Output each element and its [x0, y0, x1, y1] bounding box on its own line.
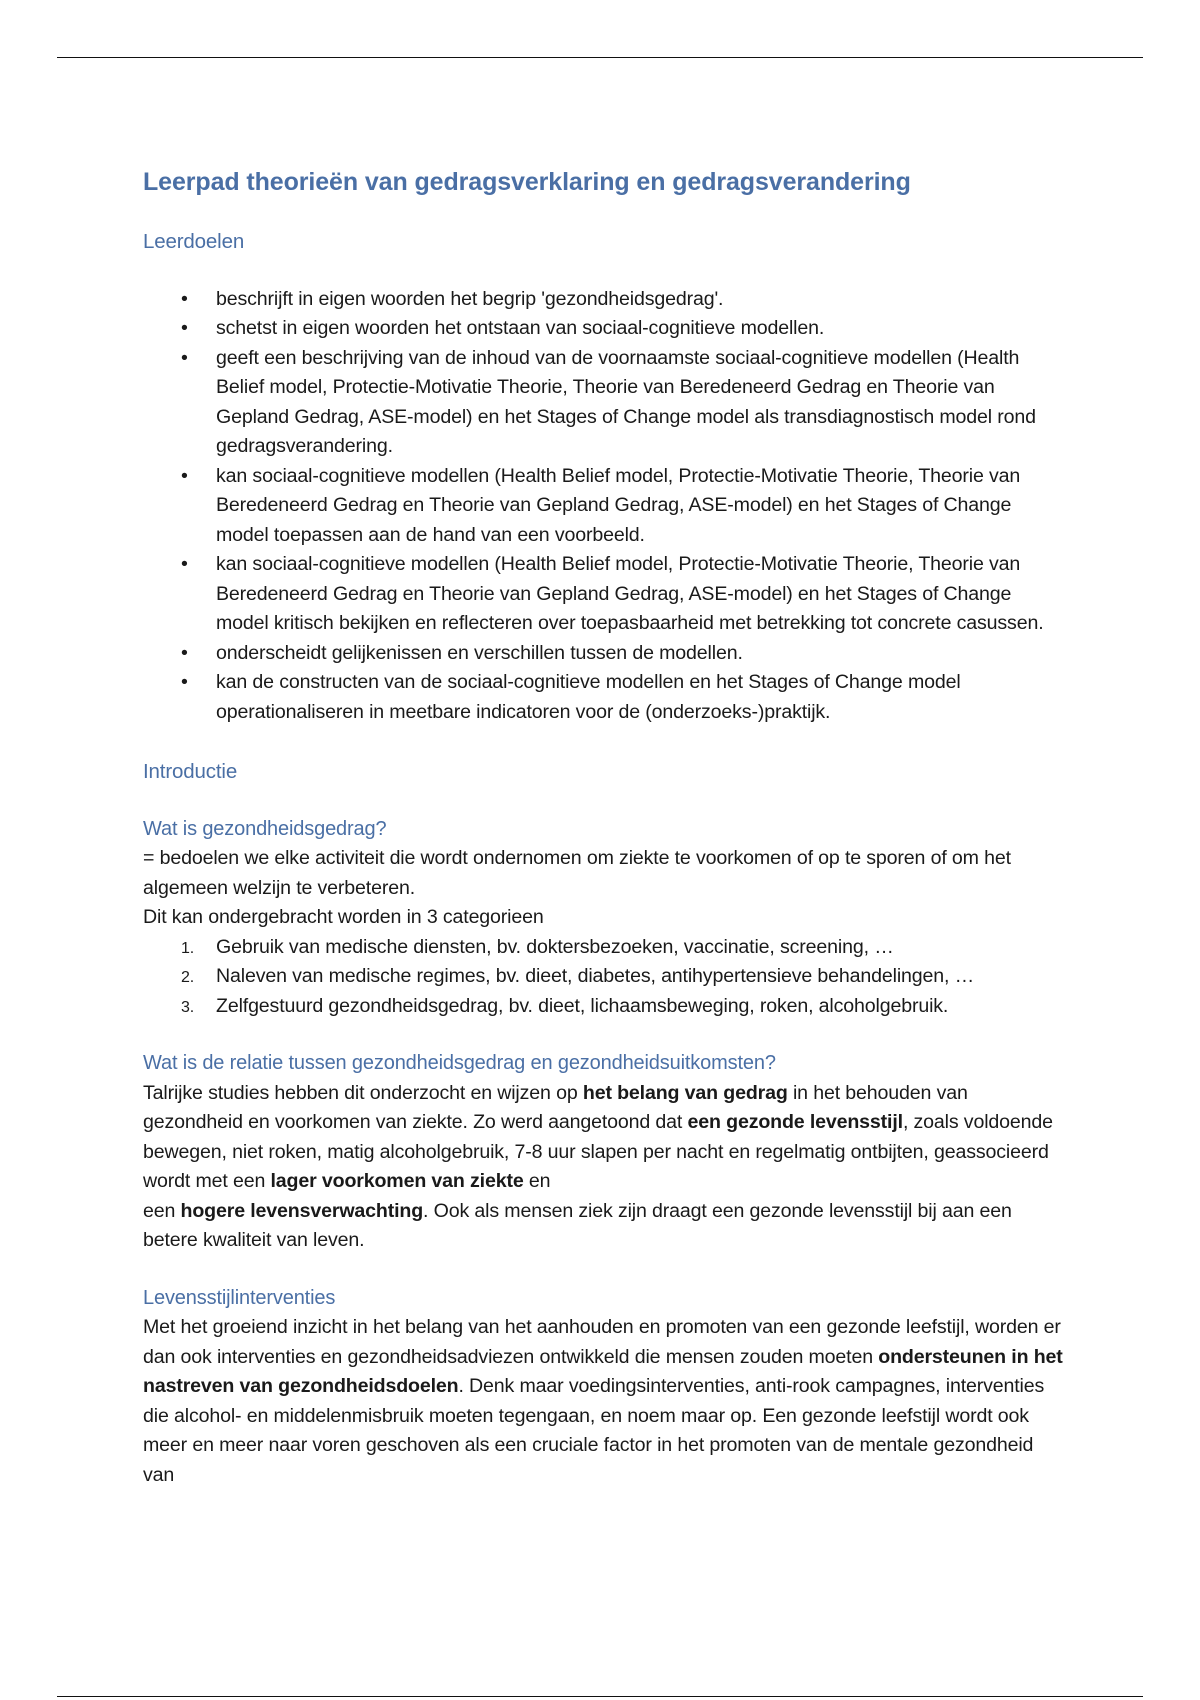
relatie-paragraph: Talrijke studies hebben dit onderzocht en wijzen op het belang van gedrag in het behouden van gezondheid en voorkomen van ziekte. Zo werd aangetoond dat een gezonde levensstijl, zoals voldoende bewegen, niet roken, matig alcoholgebruik, 7-8 uur slapen per nacht en regelmatig ontbijten, geassocieerd wordt met een lager voorkomen van ziekte en: [143, 1081, 1053, 1192]
document-title: Leerpad theorieën van gedragsverklaring en gedragsverandering: [143, 168, 911, 196]
list-item: • beschrijft in eigen woorden het begrip 'gezondheidsgedrag'.: [143, 285, 1063, 315]
list-item: 1. Gebruik van medische diensten, bv. doktersbezoeken, vaccinatie, screening, …: [143, 933, 1063, 963]
heading-levensstijlinterventies: Levensstijlinterventies: [143, 1286, 336, 1309]
bullet-icon: •: [181, 641, 188, 664]
heading-relatie: Wat is de relatie tussen gezondheidsgedrag en gezondheidsuitkomsten?: [143, 1052, 776, 1074]
leerdoelen-list: [143, 285, 1063, 728]
list-item: • schetst in eigen woorden het ontstaan van sociaal-cognitieve modellen.: [143, 314, 1063, 344]
list-item: • kan sociaal-cognitieve modellen (Health Belief model, Protectie-Motivatie Theorie, Theorie van Beredeneerd Gedrag en Theorie van Gepland Gedrag, ASE-model) en het Stages of Change model toepassen aan de hand van een voorbeeld.: [143, 462, 1063, 551]
header-rule: [57, 57, 1143, 58]
bullet-icon: •: [181, 464, 188, 487]
list-item: • kan sociaal-cognitieve modellen (Health Belief model, Protectie-Motivatie Theorie, Theorie van Beredeneerd Gedrag en Theorie van Gepland Gedrag, ASE-model) en het Stages of Change model kritisch bekijken en reflecteren over toepasbaarheid met betrekking tot concrete casussen.: [143, 550, 1063, 639]
bullet-icon: •: [181, 287, 188, 310]
list-item: • geeft een beschrijving van de inhoud van de voornaamste sociaal-cognitieve modellen (Health Belief model, Protectie-Motivatie Theorie, Theorie van Beredeneerd Gedrag en Theorie van Gepland Gedrag, ASE-model) en het Stages of Change model als transdiagnostisch model rond gedragsverandering.: [143, 344, 1063, 462]
list-item: 2. Naleven van medische regimes, bv. dieet, diabetes, antihypertensieve behandelingen, …: [143, 962, 1063, 992]
list-number: 1.: [181, 939, 195, 957]
categories-list: [143, 933, 1063, 1022]
levensstijl-paragraph: Met het groeiend inzicht in het belang van het aanhouden en promoten van een gezonde leefstijl, worden er dan ook interventies en gezondheidsadviezen ontwikkeld die mensen zouden moeten ondersteunen in het nastreven van gezondheidsdoelen. Denk maar voedingsinterventies, anti-rook campagnes, interventies die alcohol- en middelenmisbruik moeten tegengaan, en noem maar op. Een gezonde leefstijl wordt ook meer en meer naar voren geschoven als een cruciale factor in het promoten van de mentale gezondheid van: [143, 1316, 1063, 1486]
bullet-icon: •: [181, 317, 188, 339]
list-item: • onderscheidt gelijkenissen en verschillen tussen de modellen.: [143, 639, 1063, 669]
bullet-icon: •: [181, 346, 188, 369]
list-item: • kan de constructen van de sociaal-cognitieve modellen en het Stages of Change model operationaliseren in meetbare indicatoren voor de (onderzoeks-)praktijk.: [143, 668, 1063, 727]
footer-rule: [57, 1696, 1143, 1697]
list-number: 2.: [181, 969, 195, 986]
list-item: 3. Zelfgestuurd gezondheidsgedrag, bv. dieet, lichaamsbeweging, roken, alcoholgebruik.: [143, 992, 1063, 1022]
categories-intro: Dit kan ondergebracht worden in 3 categorieen: [143, 906, 544, 928]
heading-leerdoelen: Leerdoelen: [143, 230, 245, 253]
bullet-icon: •: [181, 553, 188, 575]
definition-text: = bedoelen we elke activiteit die wordt ondernomen om ziekte te voorkomen of op te sporen of om het algemeen welzijn te verbeteren.: [143, 847, 1011, 899]
heading-gezondheidsgedrag: Wat is gezondheidsgedrag?: [143, 817, 387, 840]
bullet-icon: •: [181, 671, 188, 693]
list-number: 3.: [181, 998, 195, 1016]
heading-introductie: Introductie: [143, 760, 238, 783]
document-body: [143, 165, 1063, 1490]
relatie-paragraph-continued: een hogere levensverwachting. Ook als mensen ziek zijn draagt een gezonde levensstijl bij aan een betere kwaliteit van leven.: [143, 1199, 1012, 1251]
